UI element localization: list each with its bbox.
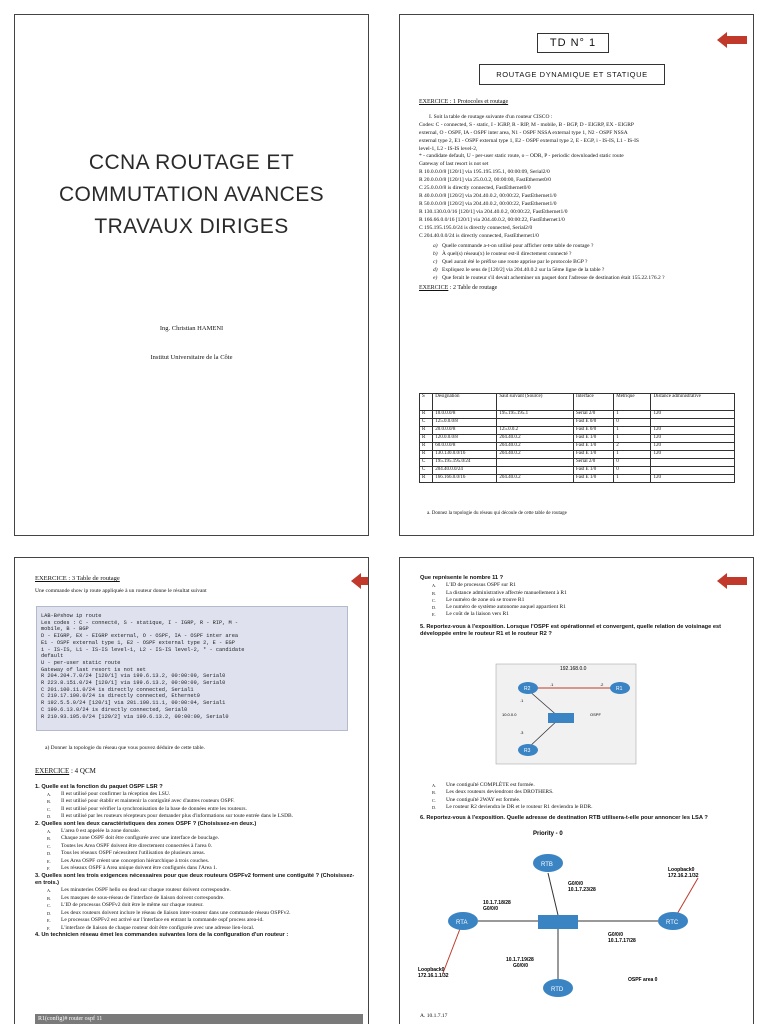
table-cell: 2 bbox=[614, 443, 651, 451]
table-cell: 1 bbox=[614, 427, 651, 435]
svg-text:RTC: RTC bbox=[666, 920, 679, 926]
qcm-question: 4. Un technicien réseau émet les commandes suivantes lors de la configuration d'un routeur : bbox=[35, 932, 289, 939]
cover-title bbox=[15, 147, 368, 243]
qcm-option: B. Chaque zone OSPF doit être configurée avec une interface de bouclage. bbox=[47, 835, 220, 842]
cli-line: Gateway of last resort is not set bbox=[41, 666, 146, 673]
switch-icon bbox=[538, 915, 578, 929]
table-row bbox=[420, 459, 735, 467]
table-cell: 204.40.0.2 bbox=[497, 451, 574, 459]
qcm-option: F. L'interface de liaison de chaque routeur doit être configurée avec une adresse lien-local. bbox=[47, 924, 255, 931]
exercise-3-heading: EXERCICE : 3 Table de routage bbox=[35, 575, 120, 582]
qcm-option: A. Une contiguïté COMPLÈTE est formée. bbox=[432, 782, 535, 788]
table-cell: 60.0.0.0/8 bbox=[433, 443, 497, 451]
qcm-options bbox=[420, 582, 746, 618]
td-subtitle: ROUTAGE DYNAMIQUE ET STATIQUE bbox=[479, 64, 665, 85]
table-cell: 120.0.0.0/8 bbox=[433, 435, 497, 443]
codes-line: external type 2, E1 - OSPF external type 1, E2 - OSPF external type 2, E - EGP, i - IS-IS, L1 - IS-IS bbox=[419, 137, 639, 144]
svg-text:10.0.0.0: 10.0.0.0 bbox=[502, 712, 517, 717]
route-line: R 10.0.0.0/8 [120/1] via 195.195.195.1, 00:00:09, Serial2/0 bbox=[419, 169, 550, 176]
svg-text:G0/0/0: G0/0/0 bbox=[513, 963, 529, 969]
question-item: e) Que ferait le routeur s'il devait acheminer un paquet dont l'adresse de destination était 155.22.176.2 ? bbox=[433, 275, 665, 282]
route-line: C 195.195.195.0/24 is directly connected, Serial2/0 bbox=[419, 224, 533, 231]
codes-line: level-1, L2 - IS-IS level-2, bbox=[419, 145, 478, 152]
table-header-cell: Désignation bbox=[433, 394, 497, 411]
cli-line: R 192.5.5.0/24 [120/1] via 201.100.11.1, 00:00:04, Serial1 bbox=[41, 700, 226, 707]
qcm-options bbox=[35, 828, 357, 873]
table-cell: 20.0.0.0/8 bbox=[433, 427, 497, 435]
table-cell: Fast E 0/0 bbox=[573, 427, 613, 435]
table-header-cell: S bbox=[420, 394, 433, 411]
qcm-question: 5. Reportez-vous à l'exposition. Lorsque l'OSPF est opérationnel et convergent, quelle relation de voisinage est développée entre le routeur R1 et le routeur R2 ? bbox=[420, 623, 722, 637]
table-row bbox=[420, 427, 735, 435]
answer-option: A. 10.1.7.17 bbox=[420, 1013, 448, 1019]
table-cell: C bbox=[420, 459, 433, 467]
svg-text:10.1.7.19/28: 10.1.7.19/28 bbox=[506, 957, 534, 963]
svg-text:Loopback0: Loopback0 bbox=[418, 967, 445, 973]
qcm-option: E. Le processus OSPFv2 est activé sur l'interface en entrant la commande ospf process area-id. bbox=[47, 917, 264, 924]
table-cell: Fast E 1/0 bbox=[573, 443, 613, 451]
qcm-option: A. L'area 0 est appelée la zone dorsale. bbox=[47, 827, 141, 834]
table-row bbox=[420, 419, 735, 427]
svg-text:R2: R2 bbox=[524, 686, 531, 692]
question-item: a) Quelle commande a-t-on utilisé pour afficher cette table de routage ? bbox=[433, 243, 594, 250]
table-row bbox=[420, 467, 735, 475]
ospf-area-diagram bbox=[418, 823, 740, 1008]
exercise-3-question: a) Donner la topologie du réseau que vous pouvez déduire de cette table. bbox=[45, 745, 205, 751]
exercise-2-heading: EXERCICE : 2 Table de routage bbox=[419, 284, 498, 291]
qcm-option: C. Il est utilisé pour vérifier la synchronisation de la base de données entre les routeurs. bbox=[47, 805, 247, 812]
codes-line: Codes: C - connected, S - static, I - IGRP, R - RIP, M - mobile, B - BGP, D - EIGRP, EX - EIGRP bbox=[419, 121, 634, 128]
qcm-option: A. Il est utilisé pour confirmer la réception des LSU. bbox=[47, 790, 171, 797]
table-cell: 195.195.195.1 bbox=[497, 411, 574, 419]
svg-text:10.1.7.18/28: 10.1.7.18/28 bbox=[483, 900, 511, 906]
cli-line: E1 - OSPF external type 1, E2 - OSPF external type 2, E - EGP bbox=[41, 639, 235, 646]
cli-line: mobile, B - BGP bbox=[41, 626, 89, 633]
table-cell: Fast E 0/0 bbox=[573, 419, 613, 427]
table-cell: 125.0.0.2 bbox=[497, 427, 574, 435]
qcm-option: C. Le numéro de zone où se trouve R1 bbox=[432, 596, 525, 603]
exercise-1-heading: EXERCICE : 1 Protocoles et routage bbox=[419, 99, 509, 105]
qcm bbox=[35, 768, 357, 940]
router-r3-icon bbox=[518, 744, 538, 756]
cover-title-line: CCNA ROUTAGE ET bbox=[88, 151, 295, 174]
router-r2-icon bbox=[518, 682, 538, 694]
exercise-1-questions bbox=[419, 243, 739, 283]
slide-td1 bbox=[399, 14, 754, 536]
table-cell: R bbox=[420, 443, 433, 451]
slide-cover bbox=[14, 14, 369, 536]
table-cell: 125.0.0.0/8 bbox=[433, 419, 497, 427]
svg-text:Loopback0: Loopback0 bbox=[668, 867, 695, 873]
router-rtd-icon bbox=[543, 979, 573, 997]
table-cell: 120 bbox=[651, 427, 735, 435]
exercise-1-intro: I. Soit la table de routage suivante d'un routeur CISCO : bbox=[429, 113, 553, 120]
table-cell: 204.40.0.2 bbox=[497, 443, 574, 451]
exercise-3-subtitle: Une commande show ip route appliquée à un routeur donne le résultat suivant bbox=[35, 588, 207, 594]
qcm-option: D. Il est utilisé par les routeurs récepteurs pour demander plus d'informations sur toute entrée dans le LSDB. bbox=[47, 813, 294, 820]
route-line: R 40.0.0.0/8 [120/2] via 204.40.0.2, 00:00:22, FastEthernet1/0 bbox=[419, 192, 557, 199]
cli-line: C 199.6.13.0/24 is directly connected, Serial0 bbox=[41, 706, 188, 713]
qcm-option: B. La distance administrative affectée manuellement à R1 bbox=[432, 589, 567, 596]
svg-text:G0/0/0: G0/0/0 bbox=[568, 881, 584, 887]
qcm-option: D. Le numéro de système autonome auquel appartient R1 bbox=[432, 604, 566, 611]
qcm-option: B. Il est utilisé pour établir et maintenir la contiguïté avec d'autres routeurs OSPF. bbox=[47, 798, 235, 805]
table-cell: 166.166.0.0/16 bbox=[433, 475, 497, 483]
qcm-option: A. L'ID de processus OSPF sur R1 bbox=[432, 582, 516, 589]
qcm-option: A. Les minuteries OSPF hello ou dead sur chaque routeur doivent correspondre. bbox=[47, 887, 231, 894]
route-line: C 25.0.0.0/8 is directly connected, FastEthernet0/0 bbox=[419, 185, 531, 192]
table-cell: 195.195.195.0/24 bbox=[433, 459, 497, 467]
table-cell: 1 bbox=[614, 451, 651, 459]
route-line: C 204.40.0.0/24 is directly connected, FastEthernet1/0 bbox=[419, 232, 539, 239]
svg-text:RTB: RTB bbox=[541, 862, 553, 868]
codes-line: Gateway of last resort is not set bbox=[419, 161, 489, 168]
table-row bbox=[420, 411, 735, 419]
table-cell: 120 bbox=[651, 411, 735, 419]
cli-line: D - EIGRP, EX - EIGRP external, O - OSPF, IA - OSPF inter area bbox=[41, 633, 239, 640]
codes-line: * - candidate default, U - per-user static route, o – ODR, P - periodic downloaded static route bbox=[419, 153, 624, 160]
ospf-topology-diagram bbox=[490, 658, 640, 768]
svg-text:R1: R1 bbox=[616, 686, 623, 692]
cli-output bbox=[41, 613, 345, 720]
table-cell: Fast E 1/0 bbox=[573, 451, 613, 459]
cli-line: R 204.204.7.0/24 [120/1] via 199.6.13.2, 00:00:09, Serial0 bbox=[41, 673, 226, 680]
svg-text:OSPF area 0: OSPF area 0 bbox=[628, 977, 658, 983]
qcm-option: D. Tous les réseaux OSPF nécessitent l'utilisation de plusieurs areas. bbox=[47, 850, 206, 857]
red-arrow-icon bbox=[351, 573, 369, 589]
table-cell bbox=[497, 467, 574, 475]
qcm-question: 1. Quelle est la fonction du paquet OSPF LSR ? bbox=[35, 783, 163, 790]
qcm-option: B. Les deux routeurs deviendront des DROTHERS. bbox=[432, 789, 554, 796]
question-item: d) Expliquez le sens de [120/2] via 204.40.0.2 sur la 5ème ligne de la table ? bbox=[433, 267, 605, 274]
qcm-continued bbox=[420, 575, 746, 638]
route-line: R 130.130.0.0/16 [120/1] via 204.40.0.2, 00:00:22, FastEthernet1/0 bbox=[419, 208, 568, 215]
qcm-options bbox=[35, 887, 357, 932]
table-row bbox=[420, 443, 735, 451]
table-cell: 204.40.0.2 bbox=[497, 475, 574, 483]
table-cell: C bbox=[420, 419, 433, 427]
svg-text:.1: .1 bbox=[520, 698, 524, 703]
qcm-heading: EXERCICE : 4 QCM bbox=[35, 767, 96, 775]
table-cell: R bbox=[420, 451, 433, 459]
svg-text:172.16.1.1/32: 172.16.1.1/32 bbox=[418, 973, 449, 979]
table-cell: 1 bbox=[614, 435, 651, 443]
qcm-option: C. Une contiguïté 2WAY est formée. bbox=[432, 796, 521, 803]
cli-line: i - IS-IS, L1 - IS-IS level-1, L2 - IS-IS level-2, * - candidate bbox=[41, 646, 245, 653]
table-cell bbox=[497, 459, 574, 467]
table-cell: 130.130.0.0/16 bbox=[433, 451, 497, 459]
router-r1-icon bbox=[610, 682, 630, 694]
table-cell bbox=[497, 419, 574, 427]
svg-text:.2: .2 bbox=[600, 682, 604, 687]
route-line: R 166.66.0.0/16 [120/1] via 204.40.0.2, 00:00:22, FastEthernet1/0 bbox=[419, 216, 565, 223]
table-row bbox=[420, 435, 735, 443]
cover-title-line: COMMUTATION AVANCES bbox=[58, 183, 325, 206]
svg-text:10.1.7.17/28: 10.1.7.17/28 bbox=[608, 938, 636, 944]
table-cell: 204.40.0.2 bbox=[497, 435, 574, 443]
table-header-cell: Interface bbox=[573, 394, 613, 411]
exercise-1 bbox=[419, 99, 739, 293]
table-cell: 0 bbox=[614, 459, 651, 467]
route-line: R 20.0.0.0/8 [120/1] via 25.0.0.2, 00:00:00, FastEthernet0/0 bbox=[419, 177, 551, 184]
svg-text:OSPF: OSPF bbox=[590, 712, 601, 717]
svg-text:RTA: RTA bbox=[456, 920, 468, 926]
table-cell: 120 bbox=[651, 435, 735, 443]
qcm-option: B. Les masques de sous-réseau de l'interface de liaison doivent correspondre. bbox=[47, 894, 225, 901]
network-label: 192.168.0.0 bbox=[560, 666, 587, 672]
cover-author: Ing. Christian HAMENI bbox=[159, 325, 224, 332]
qcm-option: E. Le coût de la liaison vers R1 bbox=[432, 611, 509, 618]
table-header-cell: Saut suivant (Source) bbox=[497, 394, 574, 411]
cli-line: Les codes : C - connecté, S - statique, I - IGRP, R - RIP, M - bbox=[41, 619, 239, 626]
table-cell: R bbox=[420, 411, 433, 419]
qcm-option: D. Le routeur R2 deviendra le DR et le routeur R1 deviendra le BDR. bbox=[432, 803, 593, 810]
cli-line: U - per-user static route bbox=[41, 659, 121, 666]
qcm-options bbox=[35, 791, 357, 821]
svg-text:10.1.7.23/28: 10.1.7.23/28 bbox=[568, 887, 596, 893]
slide-exercise-3 bbox=[14, 557, 369, 1024]
table-cell: 120 bbox=[651, 443, 735, 451]
table-cell: 0 bbox=[614, 467, 651, 475]
svg-text:.3: .3 bbox=[520, 730, 524, 735]
config-command-bar: R1(config)# router ospf 11 bbox=[35, 1014, 363, 1024]
router-rta-icon bbox=[448, 912, 478, 930]
table-cell: 120 bbox=[651, 451, 735, 459]
table-cell: Fast E 1/0 bbox=[573, 475, 613, 483]
table-cell: R bbox=[420, 427, 433, 435]
router-rtc-icon bbox=[658, 912, 688, 930]
table-cell bbox=[651, 459, 735, 467]
table-row bbox=[420, 475, 735, 483]
qcm-continued-lower bbox=[420, 782, 746, 822]
svg-text:R3: R3 bbox=[524, 748, 531, 754]
qcm-question: 3. Quelles sont les trois exigences nécessaires pour que deux routeurs OSPFv2 forment une contiguïté ? (Choisissez-en trois.) bbox=[35, 872, 355, 887]
topology-question: a. Donnez la topologie du réseau qui découle de cette table de routage bbox=[427, 511, 567, 516]
question-item: c) Quel aurait été le préfixe une route apprise par le protocole BGP ? bbox=[433, 259, 588, 266]
table-cell: R bbox=[420, 435, 433, 443]
svg-text:172.16.2.1/32: 172.16.2.1/32 bbox=[668, 873, 699, 879]
table-cell bbox=[651, 419, 735, 427]
qcm-option: C. Toutes les Area OSPF doivent être directement connectées à l'area 0. bbox=[47, 842, 213, 849]
cli-line: R 223.8.151.0/24 [120/1] via 199.6.13.2, 00:00:09, Serial0 bbox=[41, 680, 226, 687]
table-cell: Fast E 1/0 bbox=[573, 467, 613, 475]
routing-table bbox=[419, 393, 735, 483]
switch-icon bbox=[548, 713, 574, 723]
table-cell: Serial 2/0 bbox=[573, 411, 613, 419]
red-arrow-icon bbox=[717, 32, 747, 48]
qcm-options bbox=[420, 782, 746, 811]
qcm-option: F. Les réseaux OSPF à Area unique doivent être configurés dans l'Area 1. bbox=[47, 865, 218, 872]
table-cell: 1 bbox=[614, 475, 651, 483]
table-row bbox=[420, 451, 735, 459]
table-cell: 120 bbox=[651, 475, 735, 483]
table-cell bbox=[651, 467, 735, 475]
cover-title-line: TRAVAUX DIRIGES bbox=[94, 215, 289, 238]
svg-text:G0/0/0: G0/0/0 bbox=[483, 906, 499, 912]
slide-qcm-continued bbox=[399, 557, 754, 1024]
qcm-option: D. Les deux routeurs doivent inclure le réseau de liaison inter-routeur dans une commande réseau OSPFv2. bbox=[47, 909, 291, 916]
route-line: R 50.0.0.0/8 [120/2] via 204.40.0.2, 00:00:22, FastEthernet1/0 bbox=[419, 200, 557, 207]
qcm-option: C. L'ID de processus OSPFv2 doit être le même sur chaque routeur. bbox=[47, 902, 204, 909]
table-header-cell: Métrique bbox=[614, 394, 651, 411]
table-cell: 0 bbox=[614, 419, 651, 427]
cover-institution: Institut Universitaire de la Côte bbox=[150, 354, 233, 361]
table-cell: 204.40.0.0/24 bbox=[433, 467, 497, 475]
svg-text:G0/0/0: G0/0/0 bbox=[608, 932, 624, 938]
table-header-cell: Distance administrative bbox=[651, 394, 735, 411]
router-rtb-icon bbox=[533, 854, 563, 872]
table-cell: C bbox=[420, 467, 433, 475]
cli-line: LAB-B#show ip route bbox=[41, 613, 102, 619]
td-title: TD N° 1 bbox=[537, 33, 609, 53]
cli-line: C 219.17.100.0/24 is directly connected, Ethernet0 bbox=[41, 693, 200, 700]
codes-line: external, O - OSPF, IA - OSPF inter area, N1 - OSPF NSSA external type 1, N2 - OSPF NSSA bbox=[419, 129, 628, 136]
table-cell: R bbox=[420, 475, 433, 483]
qcm-question: 2. Quelles sont les deux caractéristiques des zones OSPF ? (Choisissez-en deux.) bbox=[35, 820, 257, 827]
svg-text:.1: .1 bbox=[550, 682, 554, 687]
table-cell: 1 bbox=[614, 411, 651, 419]
qcm-question: 6. Reportez-vous à l'exposition. Quelle adresse de destination RTB utilisera-t-elle pour annoncer les LSA ? bbox=[420, 815, 708, 822]
table-cell: 10.0.0.0/8 bbox=[433, 411, 497, 419]
svg-text:Priority - 0: Priority - 0 bbox=[533, 831, 563, 837]
svg-text:RTD: RTD bbox=[551, 987, 564, 993]
table-cell: Serial 2/0 bbox=[573, 459, 613, 467]
cli-line: C 201.100.11.0/24 is directly connected, Serial1 bbox=[41, 686, 194, 693]
qcm-question: Que représente le nombre 11 ? bbox=[420, 575, 504, 581]
table-cell: Fast E 1/0 bbox=[573, 435, 613, 443]
qcm-option: E. Les Area OSPF créent une conception hiérarchique à trois couches. bbox=[47, 857, 210, 864]
cli-line: R 210.93.105.0/24 [120/2] via 199.6.13.2, 00:00:09, Serial0 bbox=[41, 713, 229, 720]
cli-line: default bbox=[41, 653, 64, 660]
question-item: b) À quel(s) réseau(x) le routeur est-il directement connecté ? bbox=[433, 251, 572, 258]
